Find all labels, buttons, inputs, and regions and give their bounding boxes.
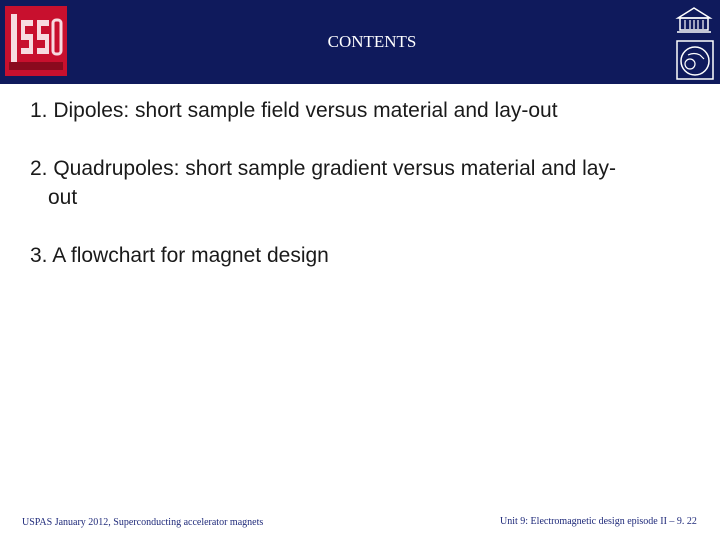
slide-title: CONTENTS bbox=[327, 32, 417, 51]
footer-course: USPAS January 2012, Superconducting accelerator magnets bbox=[22, 517, 264, 528]
item-2-text: 2. Quadrupoles: short sample gradient versus material and lay- bbox=[30, 157, 616, 180]
list-item bbox=[30, 96, 690, 125]
footer-unit: Unit 9: Electromagnetic design episode II – 9. 22 bbox=[500, 516, 697, 527]
list-item bbox=[30, 241, 690, 270]
item-3-text: 3. A flowchart for magnet design bbox=[30, 244, 329, 267]
building-logo bbox=[674, 4, 714, 36]
item-2-continuation: out bbox=[48, 186, 78, 209]
item-1-text: 1. Dipoles: short sample field versus material and lay-out bbox=[30, 99, 558, 122]
slide-header bbox=[0, 0, 720, 84]
list-item bbox=[30, 154, 690, 212]
contents-list bbox=[30, 96, 690, 299]
cern-logo bbox=[676, 40, 714, 80]
